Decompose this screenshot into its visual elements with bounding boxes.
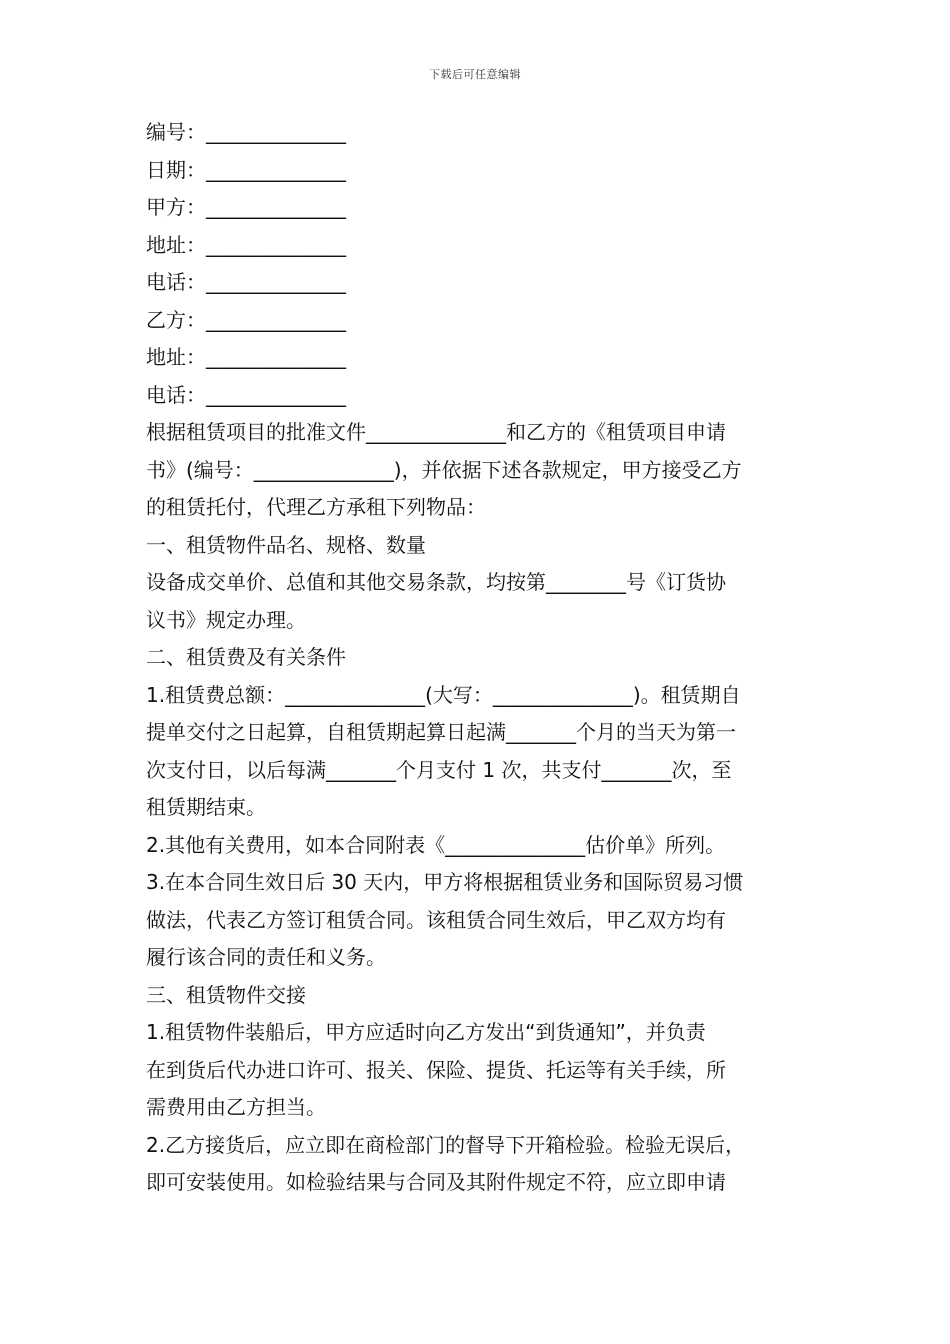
text-line: 1.租赁费总额：______________(大写：______________)。租赁期自 xyxy=(146,682,741,707)
field-blank: ______________ xyxy=(206,157,346,182)
text-line: 议书》规定办理。 xyxy=(146,607,306,632)
section-heading: 一、租赁物件品名、规格、数量 xyxy=(146,532,426,557)
field-party-b-address xyxy=(146,339,816,377)
text-line: 的租赁托付，代理乙方承租下列物品： xyxy=(146,495,486,519)
text-line: 3.在本合同生效日后 30 天内，甲方将根据租赁业务和国际贸易习惯 xyxy=(146,870,744,894)
field-party-a-phone xyxy=(146,264,816,302)
field-blank: ______________ xyxy=(206,195,346,219)
text-line: 次支付日，以后每满_______个月支付 1 次，共支付_______次，至 xyxy=(146,757,732,782)
field-date xyxy=(146,152,816,190)
field-label: 甲方： xyxy=(146,195,206,219)
text-line: 提单交付之日起算，自租赁期起算日起满_______个月的当天为第一 xyxy=(146,720,736,744)
field-label: 乙方： xyxy=(146,307,206,332)
field-blank: ______________ xyxy=(206,345,346,369)
text-line: 2.其他有关费用，如本合同附表《______________估价单》所列。 xyxy=(146,832,726,857)
field-label: 地址： xyxy=(146,345,206,369)
text-line: 租赁期结束。 xyxy=(146,795,266,819)
section-heading: 三、租赁物件交接 xyxy=(146,982,306,1007)
field-party-a xyxy=(146,189,816,227)
text-line: 书》(编号：______________)，并依据下述各款规定，甲方接受乙方 xyxy=(146,457,742,482)
text-line: 做法，代表乙方签订租赁合同。该租赁合同生效后，甲乙双方均有 xyxy=(146,907,726,932)
field-label: 电话： xyxy=(146,382,206,407)
text-line: 履行该合同的责任和义务。 xyxy=(146,945,386,969)
field-party-b-phone xyxy=(146,377,816,415)
field-label: 电话： xyxy=(146,270,206,294)
field-party-a-address xyxy=(146,227,816,265)
field-number xyxy=(146,114,816,152)
text-line: 即可安装使用。如检验结果与合同及其附件规定不符，应立即申请 xyxy=(146,1170,726,1194)
field-party-b xyxy=(146,302,816,340)
section-heading: 二、租赁费及有关条件 xyxy=(146,645,346,669)
field-blank: ______________ xyxy=(206,307,346,332)
text-line: 需费用由乙方担当。 xyxy=(146,1095,326,1119)
text-line: 2.乙方接货后，应立即在商检部门的督导下开箱检验。检验无误后， xyxy=(146,1132,746,1157)
field-blank: ______________ xyxy=(206,120,346,144)
text-line: 根据租赁项目的批准文件______________和乙方的《租赁项目申请 xyxy=(146,420,726,444)
field-blank: ______________ xyxy=(206,232,346,257)
header-note: 下载后可任意编辑 xyxy=(429,68,521,81)
field-blank: ______________ xyxy=(206,270,346,294)
text-line: 设备成交单价、总值和其他交易条款，均按第________号《订货协 xyxy=(146,570,726,594)
field-label: 编号： xyxy=(146,120,206,144)
text-line: 在到货后代办进口许可、报关、保险、提货、托运等有关手续，所 xyxy=(146,1057,726,1082)
field-label: 地址： xyxy=(146,232,206,257)
document-body xyxy=(146,114,816,1202)
field-blank: ______________ xyxy=(206,382,346,407)
field-label: 日期： xyxy=(146,157,206,182)
text-line: 1.租赁物件装船后，甲方应适时向乙方发出“到货通知”，并负责 xyxy=(146,1020,706,1044)
